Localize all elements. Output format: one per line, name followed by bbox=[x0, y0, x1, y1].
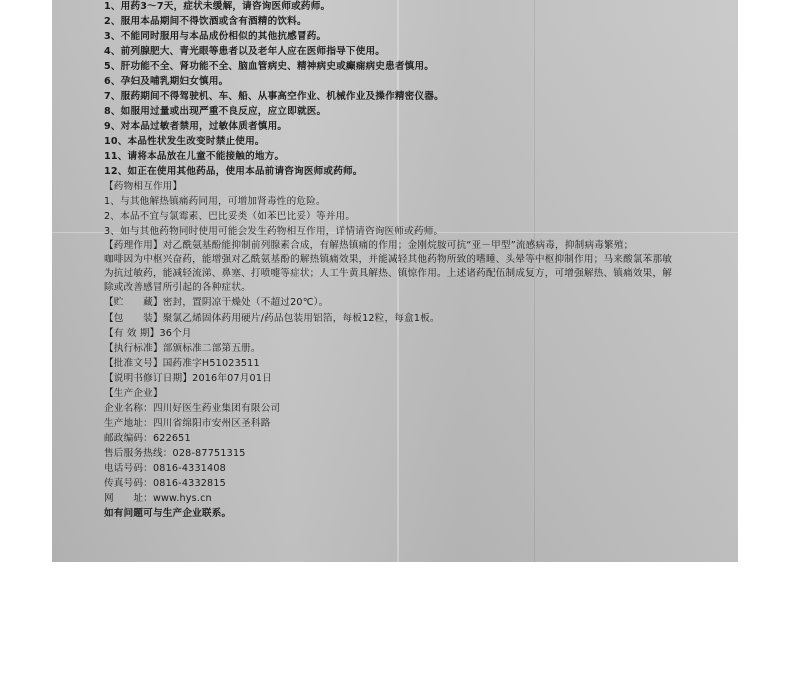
service-hotline: 售后服务热线：028-87751315 bbox=[104, 448, 246, 459]
warning-item: 6、孕妇及哺乳期妇女慎用。 bbox=[104, 76, 229, 87]
interaction-item: 2、本品不宜与氯霉素、巴比妥类（如苯巴比妥）等并用。 bbox=[104, 211, 356, 222]
pharmacology-text: 为抗过敏药，能减轻流涕、鼻塞、打喷嚏等症状；人工牛黄具解热、镇惊作用。上述诸药配伍制成复方，可增强解热、镇痛效果，解 bbox=[104, 268, 673, 279]
pharmacology-text: 咖啡因为中枢兴奋药，能增强对乙酰氨基酚的解热镇痛效果，并能减轻其他药物所致的嗜睡、头晕等中枢抑制作用；马来酸氯苯那敏 bbox=[104, 254, 673, 265]
standard-text: 【执行标准】部颁标准二部第五册。 bbox=[104, 343, 261, 354]
company-name: 企业名称：四川好医生药业集团有限公司 bbox=[104, 403, 281, 414]
instruction-leaflet bbox=[52, 0, 738, 562]
postal-code: 邮政编码：622651 bbox=[104, 433, 191, 444]
warning-item: 7、服药期间不得驾驶机、车、船、从事高空作业、机械作业及操作精密仪器。 bbox=[104, 91, 444, 102]
website: 网 址：www.hys.cn bbox=[104, 493, 212, 504]
validity-text: 【有 效 期】36个月 bbox=[104, 328, 192, 339]
warning-item: 5、肝功能不全、肾功能不全、脑血管病史、精神病史或癫痫病史患者慎用。 bbox=[104, 61, 435, 72]
interactions-heading: 【药物相互作用】 bbox=[104, 181, 183, 192]
pharmacology-text: 除或改善感冒所引起的各种症状。 bbox=[104, 282, 251, 293]
approval-number: 【批准文号】国药准字H51023511 bbox=[104, 358, 260, 369]
warning-item: 2、服用本品期间不得饮酒或含有酒精的饮料。 bbox=[104, 16, 307, 27]
warning-item: 12、如正在使用其他药品，使用本品前请咨询医师或药师。 bbox=[104, 166, 363, 177]
warning-item: 8、如服用过量或出现严重不良反应，应立即就医。 bbox=[104, 106, 327, 117]
warning-item: 11、请将本品放在儿童不能接触的地方。 bbox=[104, 151, 285, 162]
phone-number: 电话号码：0816-4331408 bbox=[104, 463, 226, 474]
manufacturer-heading: 【生产企业】 bbox=[104, 388, 163, 399]
fax-number: 传真号码：0816-4332815 bbox=[104, 478, 226, 489]
warning-item: 9、对本品过敏者禁用，过敏体质者慎用。 bbox=[104, 121, 288, 132]
contact-note: 如有问题可与生产企业联系。 bbox=[104, 508, 232, 519]
warning-item: 10、本品性状发生改变时禁止使用。 bbox=[104, 136, 265, 147]
interaction-item: 3、如与其他药物同时使用可能会发生药物相互作用，详情请咨询医师或药师。 bbox=[104, 226, 444, 237]
revision-date: 【说明书修订日期】2016年07月01日 bbox=[104, 373, 272, 384]
warning-item: 3、不能同时服用与本品成份相似的其他抗感冒药。 bbox=[104, 31, 327, 42]
pharmacology-text: 【药理作用】对乙酰氨基酚能抑制前列腺素合成，有解热镇痛的作用；金刚烷胺可抗“亚－甲型”流感病毒，抑制病毒繁殖； bbox=[104, 240, 634, 251]
fold-crease bbox=[534, 0, 535, 562]
warning-item: 1、用药3～7天，症状未缓解，请咨询医师或药师。 bbox=[104, 1, 331, 12]
warning-item: 4、前列腺肥大、青光眼等患者以及老年人应在医师指导下使用。 bbox=[104, 46, 386, 57]
company-address: 生产地址：四川省绵阳市安州区圣科路 bbox=[104, 418, 271, 429]
storage-text: 【贮 藏】密封，置阴凉干燥处（不超过20℃）。 bbox=[104, 297, 329, 308]
packaging-text: 【包 装】聚氯乙烯固体药用硬片/药品包装用铝箔，每板12粒，每盒1板。 bbox=[104, 313, 440, 324]
interaction-item: 1、与其他解热镇痛药同用，可增加肾毒性的危险。 bbox=[104, 196, 326, 207]
fold-crease bbox=[397, 0, 399, 562]
